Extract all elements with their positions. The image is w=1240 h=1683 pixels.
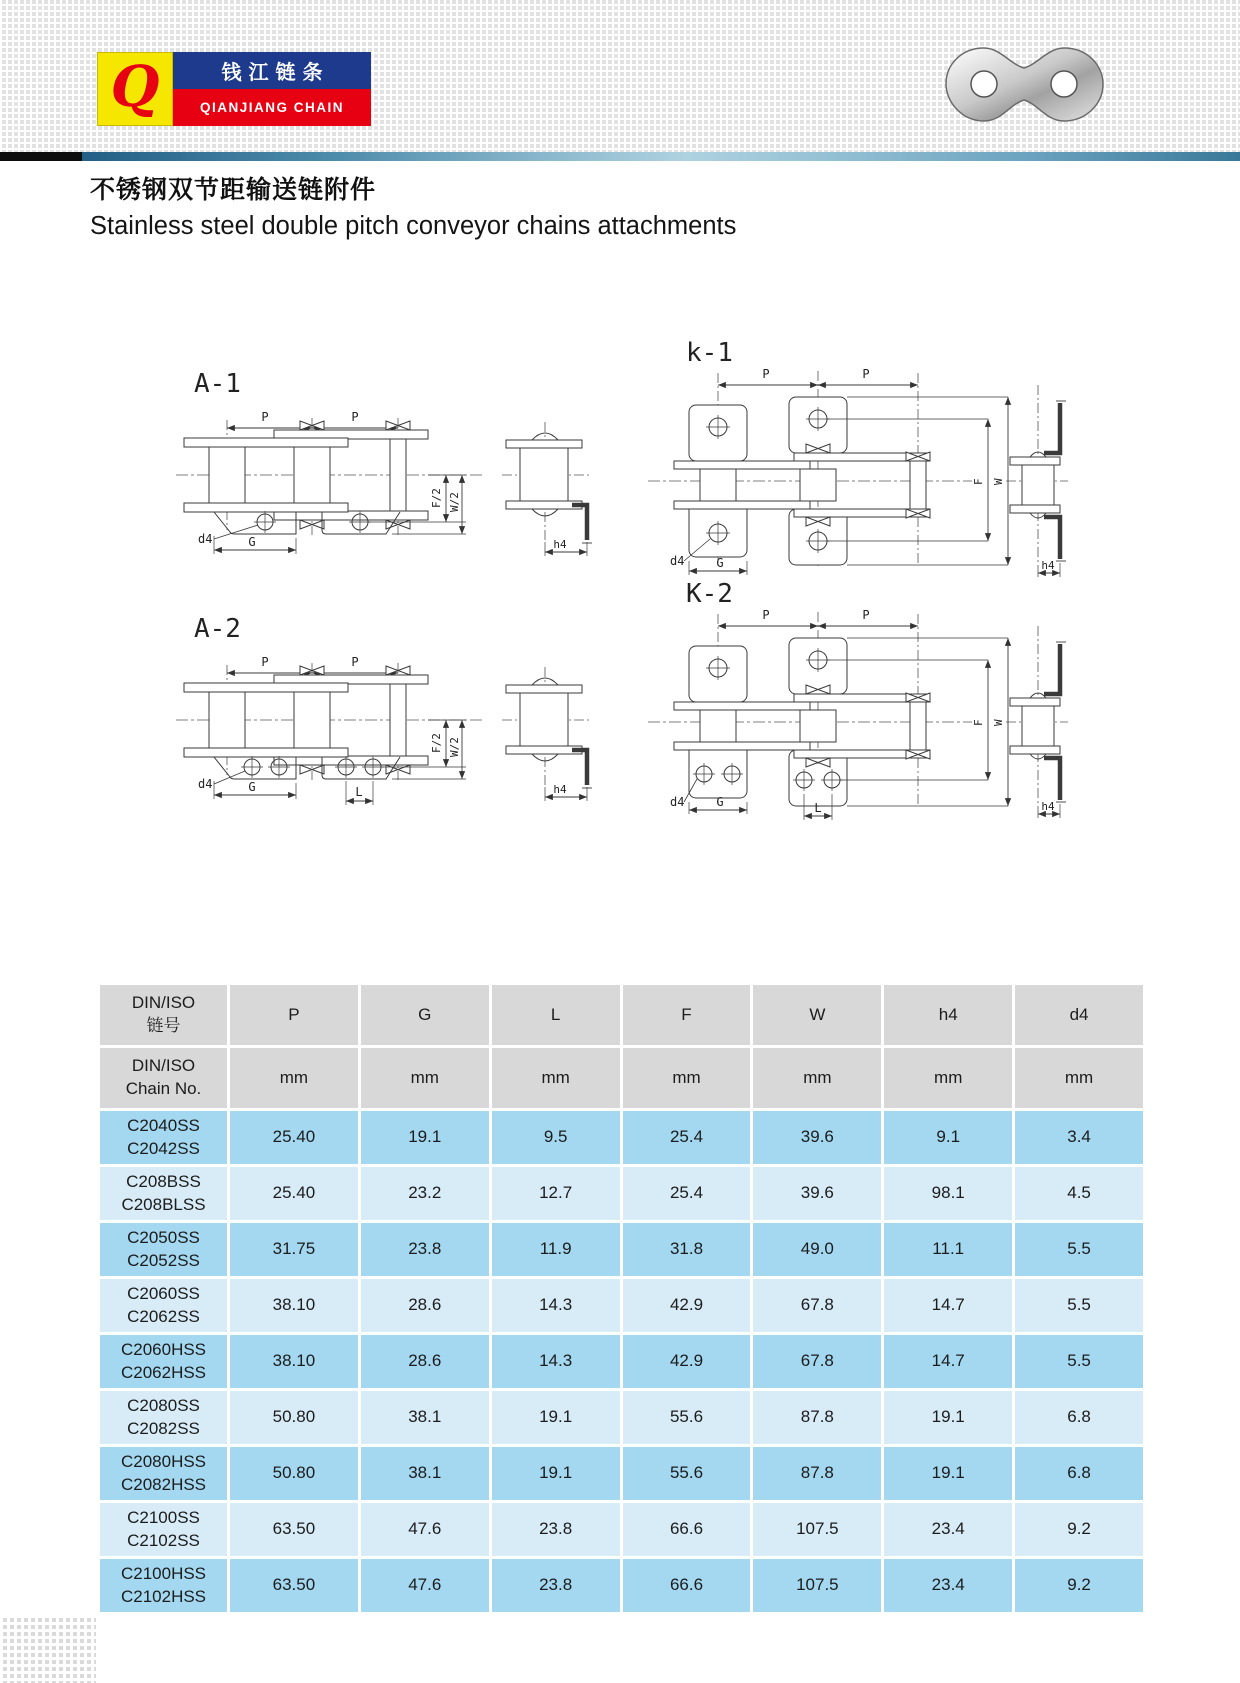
value-cell: 3.4 — [1015, 1111, 1143, 1164]
diagram-a2-label: A-2 — [194, 614, 241, 644]
dim-label-g: G — [248, 780, 256, 794]
divider-blue-bar — [82, 152, 1240, 161]
value-cell: 12.7 — [492, 1167, 620, 1220]
value-cell: 107.5 — [753, 1559, 881, 1612]
value-cell: 38.1 — [361, 1391, 489, 1444]
col-header: d4 — [1015, 985, 1143, 1045]
unit-cell: mm — [884, 1048, 1012, 1108]
dim-label-h4: h4 — [1041, 800, 1055, 813]
value-cell: 5.5 — [1015, 1335, 1143, 1388]
col-header: G — [361, 985, 489, 1045]
value-cell: 38.10 — [230, 1335, 358, 1388]
value-cell: 23.8 — [492, 1559, 620, 1612]
diagram-k1-label: k-1 — [686, 338, 733, 368]
value-cell: 50.80 — [230, 1391, 358, 1444]
value-cell: 38.1 — [361, 1447, 489, 1500]
chain-no-cell: C2080SS C2082SS — [100, 1391, 227, 1444]
value-cell: 9.2 — [1015, 1559, 1143, 1612]
value-cell: 23.4 — [884, 1503, 1012, 1556]
col-header: L — [492, 985, 620, 1045]
value-cell: 19.1 — [884, 1447, 1012, 1500]
divider-black-segment — [0, 152, 82, 161]
dim-label-f: F — [972, 478, 985, 485]
value-cell: 9.2 — [1015, 1503, 1143, 1556]
value-cell: 49.0 — [753, 1223, 881, 1276]
value-cell: 87.8 — [753, 1391, 881, 1444]
value-cell: 5.5 — [1015, 1223, 1143, 1276]
value-cell: 28.6 — [361, 1279, 489, 1332]
dim-label-p: P — [762, 367, 770, 381]
col-subheader-chain-no: DIN/ISO Chain No. — [100, 1048, 227, 1108]
dim-label-p: P — [351, 655, 359, 669]
page-title-en: Stainless steel double pitch conveyor chains attachments — [90, 212, 737, 240]
dim-label-h4: h4 — [1041, 559, 1055, 572]
table-row — [100, 1391, 1143, 1444]
value-cell: 39.6 — [753, 1167, 881, 1220]
value-cell: 63.50 — [230, 1503, 358, 1556]
unit-cell: mm — [230, 1048, 358, 1108]
chain-no-cell: C2100SS C2102SS — [100, 1503, 227, 1556]
table-header-row — [100, 985, 1143, 1045]
dim-label-g: G — [716, 556, 724, 570]
value-cell: 107.5 — [753, 1503, 881, 1556]
value-cell: 87.8 — [753, 1447, 881, 1500]
value-cell: 47.6 — [361, 1559, 489, 1612]
dim-label-g: G — [248, 535, 256, 549]
chain-no-cell: C2100HSS C2102HSS — [100, 1559, 227, 1612]
dim-label-h4: h4 — [553, 538, 567, 551]
table-row — [100, 1167, 1143, 1220]
dim-label-p: P — [862, 367, 870, 381]
diagram-k1 — [640, 315, 1070, 585]
company-logo — [97, 52, 371, 126]
dim-label-f2: F/2 — [430, 488, 443, 508]
value-cell: 19.1 — [492, 1447, 620, 1500]
chain-link-plate-image — [940, 42, 1110, 127]
value-cell: 63.50 — [230, 1559, 358, 1612]
table-row — [100, 1279, 1143, 1332]
chain-no-cell: C2040SS C2042SS — [100, 1111, 227, 1164]
title-block — [90, 172, 736, 245]
dim-label-f: F — [972, 719, 985, 726]
chain-no-cell: C2080HSS C2082HSS — [100, 1447, 227, 1500]
value-cell: 31.8 — [623, 1223, 751, 1276]
value-cell: 9.5 — [492, 1111, 620, 1164]
value-cell: 55.6 — [623, 1391, 751, 1444]
value-cell: 14.3 — [492, 1335, 620, 1388]
unit-cell: mm — [623, 1048, 751, 1108]
chain-no-cell: C2050SS C2052SS — [100, 1223, 227, 1276]
value-cell: 25.4 — [623, 1167, 751, 1220]
value-cell: 55.6 — [623, 1447, 751, 1500]
value-cell: 25.4 — [623, 1111, 751, 1164]
dim-label-d4: d4 — [198, 532, 213, 546]
dim-label-d4: d4 — [198, 777, 213, 791]
chain-no-cell: C208BSS C208BLSS — [100, 1167, 227, 1220]
diagram-k2-label: K-2 — [686, 579, 733, 609]
dim-label-w2: W/2 — [448, 737, 461, 757]
value-cell: 19.1 — [361, 1111, 489, 1164]
col-header: W — [753, 985, 881, 1045]
page-title-zh: 不锈钢双节距输送链附件 — [90, 176, 377, 204]
dim-label-w: W — [992, 719, 1005, 726]
col-header: P — [230, 985, 358, 1045]
dim-label-w: W — [992, 478, 1005, 485]
value-cell: 47.6 — [361, 1503, 489, 1556]
value-cell: 14.7 — [884, 1279, 1012, 1332]
table-row — [100, 1447, 1143, 1500]
value-cell: 39.6 — [753, 1111, 881, 1164]
value-cell: 50.80 — [230, 1447, 358, 1500]
unit-cell: mm — [753, 1048, 881, 1108]
spec-table — [100, 985, 1143, 1612]
table-unit-row — [100, 1048, 1143, 1108]
value-cell: 31.75 — [230, 1223, 358, 1276]
unit-cell: mm — [361, 1048, 489, 1108]
dim-label-p: P — [862, 608, 870, 622]
value-cell: 67.8 — [753, 1335, 881, 1388]
diagram-a1 — [170, 330, 600, 570]
value-cell: 11.9 — [492, 1223, 620, 1276]
value-cell: 14.7 — [884, 1335, 1012, 1388]
logo-nameplate — [173, 52, 371, 126]
dim-label-h4: h4 — [553, 783, 567, 796]
value-cell: 66.6 — [623, 1503, 751, 1556]
value-cell: 23.8 — [361, 1223, 489, 1276]
dim-label-d4: d4 — [670, 554, 685, 568]
chain-no-cell: C2060SS C2062SS — [100, 1279, 227, 1332]
col-header: F — [623, 985, 751, 1045]
unit-cell: mm — [492, 1048, 620, 1108]
value-cell: 14.3 — [492, 1279, 620, 1332]
value-cell: 19.1 — [884, 1391, 1012, 1444]
diagram-a1-label: A-1 — [194, 369, 241, 399]
col-header: h4 — [884, 985, 1012, 1045]
dim-label-l: L — [814, 801, 822, 815]
logo-monogram — [97, 52, 173, 126]
value-cell: 38.10 — [230, 1279, 358, 1332]
diagram-a2 — [170, 575, 600, 815]
table-row — [100, 1559, 1143, 1612]
table-row — [100, 1111, 1143, 1164]
table-row — [100, 1223, 1143, 1276]
value-cell: 25.40 — [230, 1167, 358, 1220]
col-header-chain-no: DIN/ISO 链号 — [100, 985, 227, 1045]
value-cell: 67.8 — [753, 1279, 881, 1332]
value-cell: 23.8 — [492, 1503, 620, 1556]
dim-label-d4: d4 — [670, 795, 685, 809]
value-cell: 23.4 — [884, 1559, 1012, 1612]
table-row — [100, 1335, 1143, 1388]
diagram-k2 — [640, 556, 1070, 826]
footer-dots-pattern — [0, 1618, 96, 1683]
value-cell: 42.9 — [623, 1279, 751, 1332]
table-row — [100, 1503, 1143, 1556]
dim-label-p: P — [351, 410, 359, 424]
value-cell: 25.40 — [230, 1111, 358, 1164]
logo-monogram-letter: Q — [110, 54, 160, 120]
dim-label-w2: W/2 — [448, 492, 461, 512]
dim-label-g: G — [716, 795, 724, 809]
value-cell: 23.2 — [361, 1167, 489, 1220]
dim-label-p: P — [762, 608, 770, 622]
dim-label-p: P — [261, 655, 269, 669]
value-cell: 66.6 — [623, 1559, 751, 1612]
chain-no-cell: C2060HSS C2062HSS — [100, 1335, 227, 1388]
value-cell: 5.5 — [1015, 1279, 1143, 1332]
value-cell: 28.6 — [361, 1335, 489, 1388]
logo-name-zh: 钱江链条 — [173, 52, 371, 89]
value-cell: 19.1 — [492, 1391, 620, 1444]
value-cell: 4.5 — [1015, 1167, 1143, 1220]
value-cell: 6.8 — [1015, 1391, 1143, 1444]
unit-cell: mm — [1015, 1048, 1143, 1108]
dim-label-f2: F/2 — [430, 733, 443, 753]
value-cell: 42.9 — [623, 1335, 751, 1388]
value-cell: 6.8 — [1015, 1447, 1143, 1500]
value-cell: 98.1 — [884, 1167, 1012, 1220]
value-cell: 9.1 — [884, 1111, 1012, 1164]
dim-label-p: P — [261, 410, 269, 424]
dim-label-l: L — [355, 785, 363, 799]
value-cell: 11.1 — [884, 1223, 1012, 1276]
logo-name-en: QIANJIANG CHAIN — [173, 89, 371, 126]
